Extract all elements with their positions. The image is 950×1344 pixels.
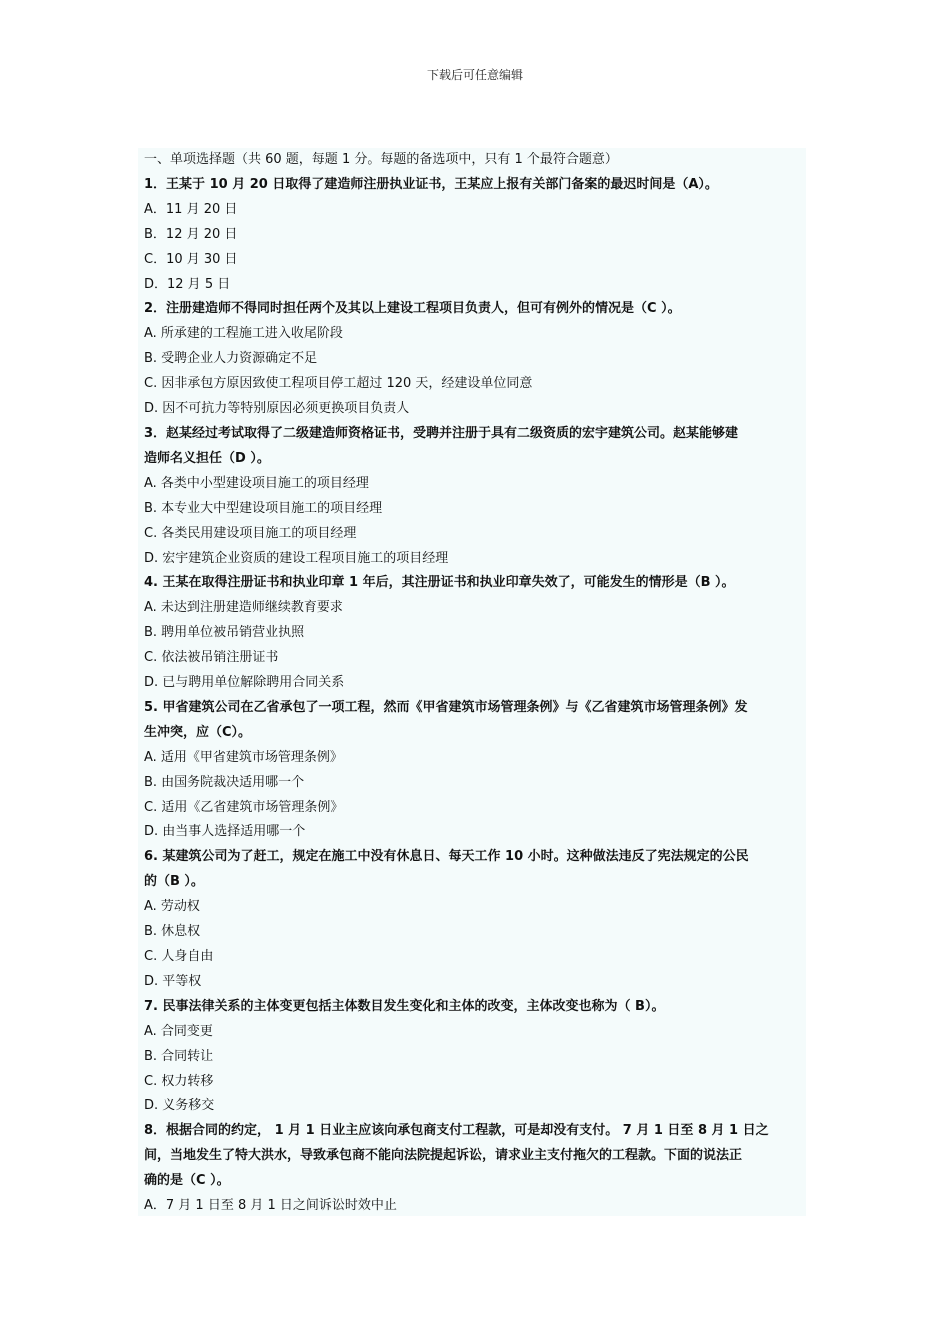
answer-option: D. 已与聘用单位解除聘用合同关系 (144, 675, 345, 691)
answer-option: D．12 月 5 日 (144, 276, 231, 292)
answer-option: A. 劳动权 (144, 899, 200, 915)
answer-option: D. 因不可抗力等特别原因必须更换项目负责人 (144, 401, 410, 417)
answer-option: C. 因非承包方原因致使工程项目停工超过 120 天，经建设单位同意 (144, 376, 533, 392)
question-text: 7. 民事法律关系的主体变更包括主体数目发生变化和主体的改变，主体改变也称为（ B）。 (144, 998, 665, 1014)
question-text: 生冲突，应（C）。 (144, 724, 252, 740)
answer-option: C. 权力转移 (144, 1073, 214, 1089)
answer-option: B. 受聘企业人力资源确定不足 (144, 351, 318, 367)
page-header: 下载后可任意编辑 (426, 68, 523, 82)
answer-option: B. 合同转让 (144, 1048, 214, 1064)
answer-option: D. 平等权 (144, 973, 202, 989)
question-text: 的（B ）。 (144, 874, 204, 890)
answer-option: A．11 月 20 日 (144, 201, 238, 217)
answer-option: B. 聘用单位被吊销营业执照 (144, 625, 305, 641)
question-text: 造师名义担任（D ）。 (144, 450, 270, 466)
answer-option: A. 未达到注册建造师继续教育要求 (144, 600, 343, 616)
question-text: 2．注册建造师不得同时担任两个及其以上建设工程项目负责人，但可有例外的情况是（C ）。 (144, 301, 681, 317)
answer-option: C. 依法被吊销注册证书 (144, 650, 279, 666)
section-heading: 一、单项选择题（共 60 题，每题 1 分。每题的备选项中，只有 1 个最符合题意） (144, 152, 618, 167)
answer-option: A. 各类中小型建设项目施工的项目经理 (144, 475, 369, 491)
answer-option: C. 适用《乙省建筑市场管理条例》 (144, 799, 344, 815)
question-text: 1．王某于 10 月 20 日取得了建造师注册执业证书，王某应上报有关部门备案的最迟时间是（A）。 (144, 176, 718, 192)
answer-option: C．10 月 30 日 (144, 251, 238, 267)
question-text: 间，当地发生了特大洪水，导致承包商不能向法院提起诉讼，请求业主支付拖欠的工程款。下面的说法正 (144, 1148, 743, 1164)
question-text: 8．根据合同的约定， 1 月 1 日业主应该向承包商支付工程款，可是却没有支付。 7 月 1 日至 8 月 1 日之 (144, 1123, 769, 1139)
answer-option: D. 由当事人选择适用哪一个 (144, 824, 306, 840)
answer-option: D. 宏宇建筑企业资质的建设工程项目施工的项目经理 (144, 550, 449, 566)
answer-option: B．12 月 20 日 (144, 226, 238, 242)
answer-option: A. 所承建的工程施工进入收尾阶段 (144, 326, 343, 342)
answer-option: A．7 月 1 日至 8 月 1 日之间诉讼时效中止 (144, 1198, 397, 1214)
answer-option: D. 义务移交 (144, 1098, 215, 1114)
question-text: 3．赵某经过考试取得了二级建造师资格证书，受聘并注册于具有二级资质的宏宇建筑公司。赵某能够建 (144, 425, 739, 441)
answer-option: A. 适用《甲省建筑市场管理条例》 (144, 749, 343, 765)
answer-option: C. 各类民用建设项目施工的项目经理 (144, 525, 357, 541)
answer-option: B. 本专业大中型建设项目施工的项目经理 (144, 500, 383, 516)
answer-option: A. 合同变更 (144, 1023, 213, 1039)
answer-option: B. 休息权 (144, 924, 201, 940)
answer-option: B. 由国务院裁决适用哪一个 (144, 774, 305, 790)
answer-option: C. 人身自由 (144, 949, 214, 964)
question-text: 4. 王某在取得注册证书和执业印章 1 年后，其注册证书和执业印章失效了，可能发生的情形是（B ）。 (144, 575, 735, 591)
question-text: 确的是（C ）。 (144, 1173, 230, 1189)
question-text: 5. 甲省建筑公司在乙省承包了一项工程，然而《甲省建筑市场管理条例》与《乙省建筑市场管理条例》发 (144, 699, 748, 715)
question-content (138, 148, 806, 1216)
question-text: 6. 某建筑公司为了赶工，规定在施工中没有休息日、每天工作 10 小时。这种做法违反了宪法规定的公民 (144, 849, 749, 865)
